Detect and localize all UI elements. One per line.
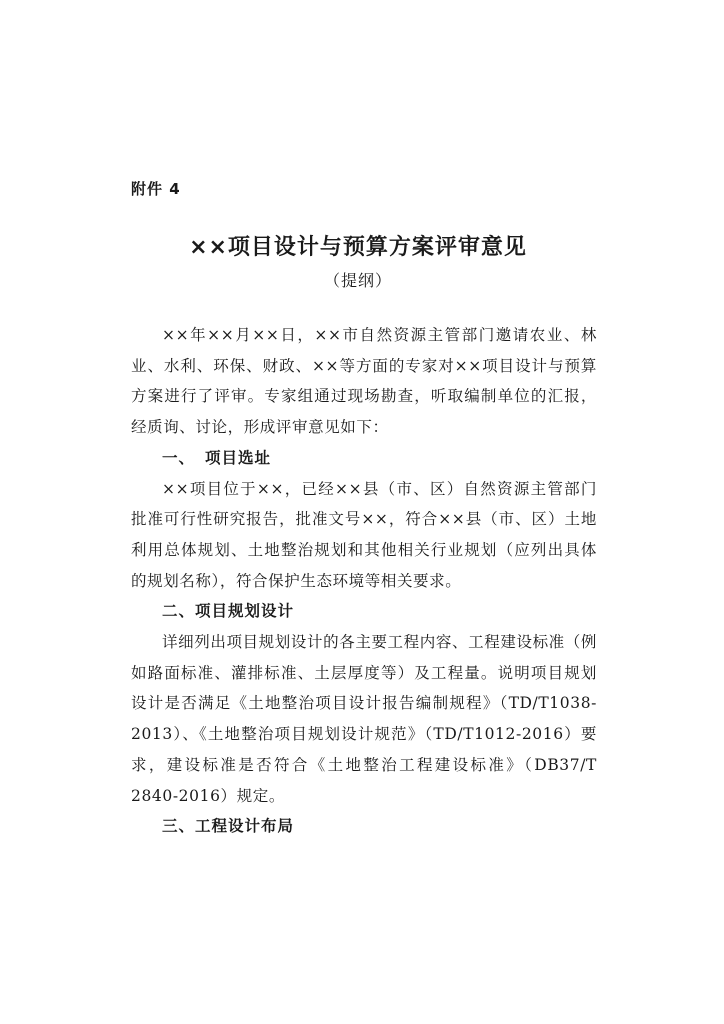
document-subtitle: （提纲） [323, 271, 392, 290]
annex-label: 附件 4 [131, 180, 181, 198]
section-heading-layout [131, 811, 597, 842]
section-paragraph-planning: 详细列出项目规划设计的各主要工程内容、工程建设标准（例如路面标准、灌排标准、土层厚度等）及工程量。说明项目规划设计是否满足《土地整治项目设计报告编制规程》（TD/T1038-2013）、《土地整治项目规划设计规范》（TD/T1012-2016）要求，建设标准是否符合《土地整治工程建设标准》（DB37/T 2840-2016）规定。 [131, 633, 597, 805]
section-heading-planning [131, 596, 597, 627]
document-title: ××项目设计与预算方案评审意见 [189, 235, 527, 260]
section-paragraph-site: ××项目位于××，已经××县（市、区）自然资源主管部门批准可行性研究报告，批准文号××，符合××县（市、区）土地利用总体规划、土地整治规划和其他相关行业规划（应列出具体的规划名称），符合保护生态环境等相关要求。 [131, 479, 597, 590]
section-heading-text: 工程设计布局 [195, 817, 295, 836]
section-number: 二、 [162, 602, 196, 621]
section-heading-site [131, 443, 597, 474]
section-number: 三、 [162, 817, 196, 836]
document-body [131, 320, 597, 842]
intro-paragraph: ××年××月××日，××市自然资源主管部门邀请农业、林业、水利、环保、财政、××等方面的专家对××项目设计与预算方案进行了评审。专家组通过现场勘查，听取编制单位的汇报，经质询、讨论，形成评审意见如下： [131, 326, 597, 437]
section-heading-text: 项目规划设计 [195, 602, 295, 621]
section-heading-text: 项目选址 [205, 448, 272, 467]
section-number: 一、 [162, 448, 196, 467]
